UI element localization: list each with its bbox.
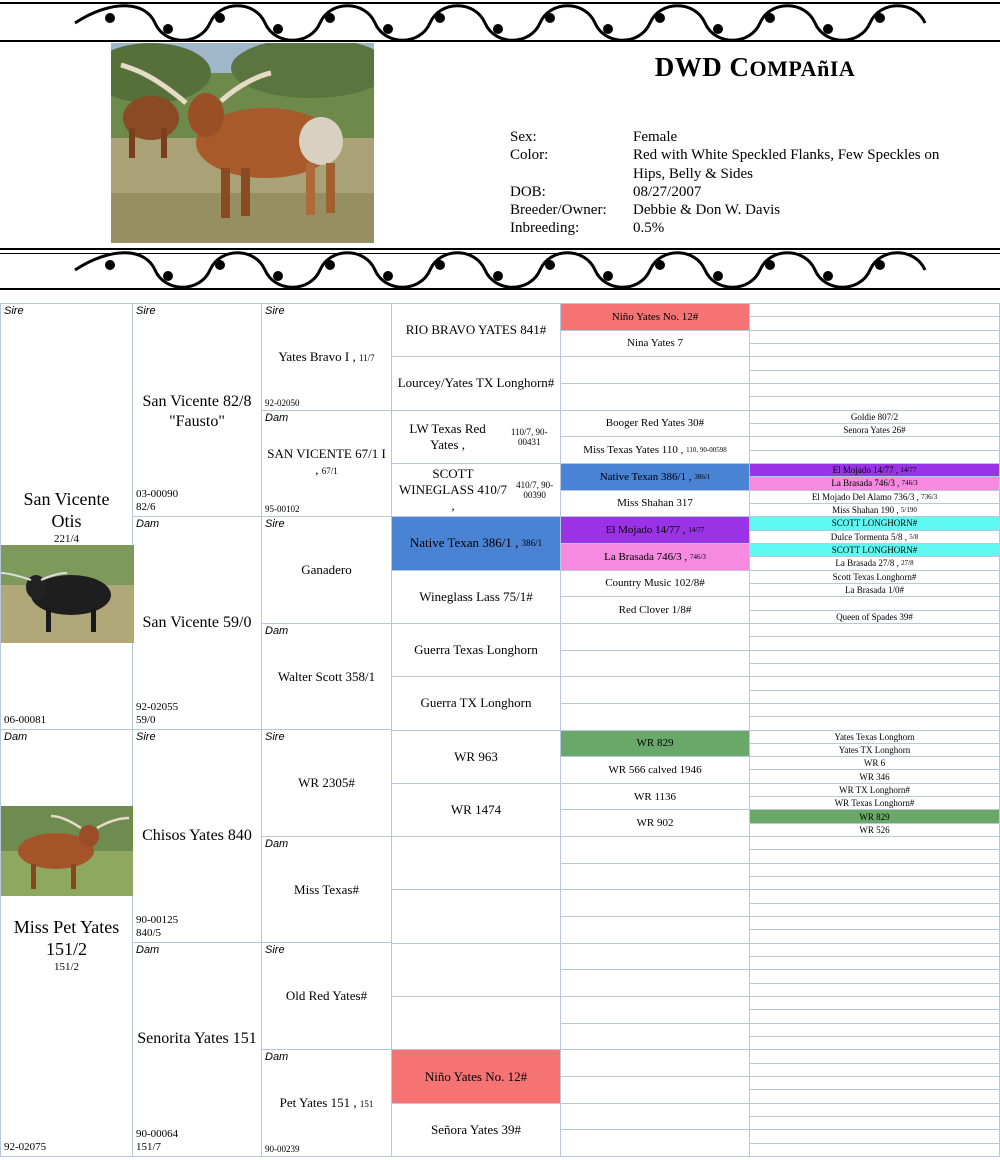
gen5-cell-1 [561, 331, 750, 358]
gen5-cell-22 [561, 890, 750, 917]
gen6-cell-15 [750, 504, 1000, 517]
gen6-cell-small: 746/3 [901, 479, 918, 488]
gen6-cell-12 [750, 464, 1000, 477]
gen6-cell-name: SCOTT LONGHORN# [831, 545, 918, 556]
gen6-cell-name: Yates Texas Longhorn [834, 731, 915, 742]
mid-rule [0, 248, 1000, 250]
gen6-cell-29 [750, 691, 1000, 704]
gen6-cell-14 [750, 491, 1000, 504]
gen6-cell-31 [750, 717, 1000, 730]
gen2-sire-dam: Dam San Vicente 59/0 92-02055 59/0 [133, 517, 262, 730]
gen5-cell-17 [561, 757, 750, 784]
gen5-cell-small: 386/1 [694, 472, 711, 481]
gen5-cell-2 [561, 357, 750, 384]
gen6-cell-41 [750, 850, 1000, 863]
gen2-sire-sire: Sire San Vicente 82/8 "Fausto" 03-00090 82/6 [133, 304, 262, 517]
gen4-cell-name: RIO BRAVO YATES 841# [405, 322, 547, 338]
gen5-cell-3 [561, 384, 750, 411]
gen4-cell-small: 110/7, 90-00431 [510, 426, 548, 447]
gen4-cell-15 [392, 1104, 561, 1157]
gen5-cell-4 [561, 411, 750, 438]
gen4-cell-1 [392, 357, 561, 410]
gen6-cell-20 [750, 571, 1000, 584]
gen6-cell-17 [750, 531, 1000, 544]
gen6-cell-19 [750, 557, 1000, 570]
dob-value: 08/27/2007 [633, 184, 702, 200]
gen6-cell-3 [750, 344, 1000, 357]
gen6-cell-28 [750, 677, 1000, 690]
gen6-cell-49 [750, 957, 1000, 970]
gen3-ssd: Dam SAN VICENTE 67/1 I , 67/1 95-00102 [262, 411, 392, 517]
gen6-cell-name: La Brasada 27/8 , [835, 558, 899, 569]
gen4-cell-9 [392, 784, 561, 837]
gen6-cell-37 [750, 797, 1000, 810]
gen6-cell-55 [750, 1037, 1000, 1050]
breeder-value: Debbie & Don W. Davis [633, 202, 781, 218]
gen6-cell-7 [750, 397, 1000, 410]
gen6-cell-name: WR 346 [859, 771, 890, 782]
gen4-cell-13 [392, 997, 561, 1050]
gen5-cell-name: Nina Yates 7 [627, 337, 683, 350]
gen6-cell-10 [750, 437, 1000, 450]
gen4-cell-name: LW Texas Red Yates , [409, 420, 486, 452]
gen5-cell-name: Country Music 102/8# [605, 577, 705, 590]
gen6-cell-46 [750, 917, 1000, 930]
inbreeding-label: Inbreeding: [510, 220, 580, 236]
gen4-cell-3 [392, 464, 561, 517]
gen6-cell-47 [750, 930, 1000, 943]
gen5-cell-24 [561, 944, 750, 971]
gen5-cell-8 [561, 517, 750, 544]
gen4-cell-5 [392, 571, 561, 624]
farm-title: DWD COMPAñIA [654, 52, 856, 82]
gen1-dam-name: Miss Pet Yates 151/2 [13, 917, 120, 959]
gen5-cell-small: 110, 90-00598 [686, 446, 727, 455]
gen6-cell-50 [750, 970, 1000, 983]
gen3-dsd: Dam Miss Texas# [262, 837, 392, 943]
gen5-cell-6 [561, 464, 750, 491]
gen5-cell-name: Booger Red Yates 30# [605, 417, 705, 430]
gen6-cell-name: Yates TX Longhorn [838, 744, 911, 755]
gen5-cell-26 [561, 997, 750, 1024]
gen5-cell-small: 746/3 [689, 552, 706, 561]
gen4-cell-name: Lourcey/Yates TX Longhorn# [397, 375, 555, 391]
gen4-cell-name: WR 1474 [450, 801, 502, 817]
gen6-cell-45 [750, 904, 1000, 917]
gen4-cell-small: 410/7, 90-00390 [516, 480, 554, 501]
gen6-cell-name: Goldie 807/2 [850, 411, 899, 422]
gen6-cell-43 [750, 877, 1000, 890]
gen4-cell-name: Native Texan 386/1 , [409, 535, 519, 551]
gen6-cell-2 [750, 331, 1000, 344]
gen5-cell-name: WR 829 [636, 737, 674, 750]
gen5-cell-14 [561, 677, 750, 704]
gen5-cell-name: La Brasada 746/3 , [604, 550, 688, 563]
gen6-cell-6 [750, 384, 1000, 397]
gen5-cell-11 [561, 597, 750, 624]
gen5-cell-name: Red Clover 1/8# [618, 604, 692, 617]
gen3-ddd: Dam Pet Yates 151 , 151 90-00239 [262, 1050, 392, 1157]
gen6-cell-small: 14/77 [900, 466, 917, 475]
gen5-cell-18 [561, 784, 750, 811]
gen5-cell-0 [561, 304, 750, 331]
gen4-cell-name: WR 963 [454, 748, 498, 764]
pedigree-chart [0, 303, 1000, 1157]
gen6-cell-name: WR Texas Longhorn# [834, 798, 915, 809]
scroll-ornament-bottom [70, 251, 930, 289]
gen6-cell-name: Miss Shahan 190 , [832, 505, 899, 516]
gen6-cell-40 [750, 837, 1000, 850]
color-label: Color: [510, 147, 549, 163]
gen5-cell-name: El Mojado 14/77 , [605, 524, 686, 537]
gen6-cell-name: WR 829 [859, 811, 890, 822]
gen6-cell-name: El Mojado 14/77 , [832, 465, 899, 476]
gen5-cell-5 [561, 437, 750, 464]
gen5-cell-name: Miss Shahan 317 [617, 497, 693, 510]
sex-value: Female [633, 129, 678, 145]
gen4-cell-14 [392, 1050, 561, 1103]
gen5-cell-small: 14/77 [688, 526, 705, 535]
gen6-cell-27 [750, 664, 1000, 677]
gen6-cell-name: Senora Yates 26# [843, 425, 906, 436]
gen5-cell-23 [561, 917, 750, 944]
gen5-cell-28 [561, 1050, 750, 1077]
gen4-cell-11 [392, 890, 561, 943]
inbreeding-value: 0.5% [633, 220, 665, 236]
gen3-sds: Sire Ganadero [262, 517, 392, 624]
gen6-cell-small: 27/8 [901, 559, 914, 568]
gen6-cell-26 [750, 651, 1000, 664]
gen6-cell-small: 5/8 [909, 532, 919, 541]
gen6-cell-62 [750, 1130, 1000, 1143]
sire-photo [1, 545, 134, 643]
gen6-cell-small: 5/190 [900, 506, 917, 515]
gen6-cell-name: Dulce Tormenta 5/8 , [830, 531, 907, 542]
gen5-cell-name: Miss Texas Yates 110 , [583, 444, 684, 457]
gen6-cell-63 [750, 1144, 1000, 1157]
gen6-cell-25 [750, 637, 1000, 650]
gen5-cell-20 [561, 837, 750, 864]
gen4-cell-8 [392, 731, 561, 784]
gen6-cell-33 [750, 744, 1000, 757]
gen5-cell-15 [561, 704, 750, 731]
gen6-cell-23 [750, 611, 1000, 624]
gen5-cell-13 [561, 651, 750, 678]
gen3-dss: Sire WR 2305# [262, 730, 392, 837]
gen5-cell-name: WR 1136 [633, 790, 677, 803]
gen1-sire-reg: 06-00081 [4, 714, 47, 726]
gen4-cell-name: Guerra Texas Longhorn [414, 642, 538, 658]
gen4-cell-small: 386/1 [521, 538, 543, 549]
gen2-dam-dam: Dam Senorita Yates 151 90-00064 151/7 [133, 943, 262, 1157]
gen6-cell-13 [750, 477, 1000, 490]
gen3-sdd: Dam Walter Scott 358/1 [262, 624, 392, 730]
gen6-cell-9 [750, 424, 1000, 437]
gen6-cell-4 [750, 357, 1000, 370]
gen1-dam: Dam Miss Pet Yates 151/2 151/2 92-02075 [1, 730, 133, 1157]
gen4-cell-4 [392, 517, 561, 570]
gen6-cell-name: La Brasada 746/3 , [831, 478, 900, 489]
gen6-cell-11 [750, 451, 1000, 464]
gen4-cell-name: Señora Yates 39# [431, 1121, 521, 1137]
gen4-cell-6 [392, 624, 561, 677]
gen5-cell-29 [561, 1077, 750, 1104]
gen6-cell-51 [750, 984, 1000, 997]
gen6-cell-32 [750, 731, 1000, 744]
gen6-cell-59 [750, 1090, 1000, 1103]
gen1-sire: Sire San Vicente Otis 221/4 06-00081 [1, 304, 133, 730]
breeder-label: Breeder/Owner: [510, 202, 607, 218]
gen6-cell-38 [750, 810, 1000, 823]
gen5-cell-25 [561, 970, 750, 997]
gen6-cell-36 [750, 784, 1000, 797]
gen6-cell-53 [750, 1010, 1000, 1023]
gen6-cell-54 [750, 1024, 1000, 1037]
gen5-cell-19 [561, 810, 750, 837]
gen6-cell-57 [750, 1064, 1000, 1077]
gen5-cell-27 [561, 1024, 750, 1051]
scroll-ornament-top [70, 4, 930, 42]
gen6-cell-39 [750, 824, 1000, 837]
gen4-cell-name: SCOTT WINEGLASS 410/7 , [398, 466, 507, 514]
gen1-sire-name: San Vicente Otis [23, 489, 110, 531]
gen4-cell-2 [392, 411, 561, 464]
gen5-cell-12 [561, 624, 750, 651]
sex-label: Sex: [510, 129, 537, 145]
gen6-cell-name: WR 6 [863, 758, 886, 769]
gen2-dam-sire: Sire Chisos Yates 840 90-00125 840/5 [133, 730, 262, 943]
gen4-cell-12 [392, 944, 561, 997]
gen6-cell-35 [750, 770, 1000, 783]
gen3-sss: Sire Yates Bravo I , 11/7 92-02050 [262, 304, 392, 411]
gen6-cell-42 [750, 864, 1000, 877]
gen6-cell-8 [750, 411, 1000, 424]
gen4-cell-name: Niño Yates No. 12# [424, 1068, 528, 1084]
gen6-cell-24 [750, 624, 1000, 637]
gen6-cell-61 [750, 1117, 1000, 1130]
gen6-cell-name: El Mojado Del Alamo 736/3 , [811, 491, 919, 502]
gen6-cell-name: La Brasada 1/0# [845, 585, 904, 596]
gen6-cell-18 [750, 544, 1000, 557]
gen6-cell-name: WR 526 [859, 824, 890, 835]
gen4-cell-name: Guerra TX Longhorn [420, 695, 532, 711]
gen5-cell-30 [561, 1104, 750, 1131]
gen6-cell-56 [750, 1050, 1000, 1063]
gen5-cell-21 [561, 864, 750, 891]
gen1-sire-num: 221/4 [53, 533, 80, 545]
gen6-cell-60 [750, 1104, 1000, 1117]
gen4-cell-7 [392, 677, 561, 730]
gen6-cell-name: Scott Texas Longhorn# [832, 571, 917, 582]
dam-photo [1, 806, 133, 896]
gen5-cell-name: WR 566 calved 1946 [608, 763, 702, 776]
gen6-cell-0 [750, 304, 1000, 317]
gen6-cell-16 [750, 517, 1000, 530]
gen5-cell-name: Native Texan 386/1 , [599, 470, 692, 483]
dob-label: DOB: [510, 184, 546, 200]
gen4-cell-name: Wineglass Lass 75/1# [419, 588, 533, 604]
gen6-cell-1 [750, 317, 1000, 330]
gen6-cell-30 [750, 704, 1000, 717]
gen1-dam-num: 151/2 [53, 961, 80, 973]
gen5-cell-name: WR 902 [636, 817, 674, 830]
cow-photo [111, 43, 374, 243]
gen3-dds: Sire Old Red Yates# [262, 943, 392, 1050]
gen6-cell-44 [750, 890, 1000, 903]
gen6-cell-name: SCOTT LONGHORN# [831, 518, 918, 529]
gen4-cell-0 [392, 304, 561, 357]
gen6-cell-name: WR TX Longhorn# [839, 784, 910, 795]
bottom-rule [0, 288, 1000, 290]
gen4-cell-10 [392, 837, 561, 890]
gen6-cell-22 [750, 597, 1000, 610]
gen1-dam-reg: 92-02075 [4, 1141, 47, 1153]
gen6-cell-48 [750, 944, 1000, 957]
top-rule-2 [0, 40, 1000, 42]
gen6-cell-5 [750, 371, 1000, 384]
gen6-cell-58 [750, 1077, 1000, 1090]
gen5-cell-10 [561, 571, 750, 598]
gen5-cell-9 [561, 544, 750, 571]
gen5-cell-31 [561, 1130, 750, 1157]
gen6-cell-34 [750, 757, 1000, 770]
gen6-cell-small: 736/3 [921, 492, 938, 501]
gen5-cell-16 [561, 731, 750, 758]
gen5-cell-name: Niño Yates No. 12# [611, 310, 699, 323]
gen5-cell-7 [561, 491, 750, 518]
gen6-cell-name: Queen of Spades 39# [836, 611, 913, 622]
gen6-cell-52 [750, 997, 1000, 1010]
color-value: Red with White Speckled Flanks, Few Speckles on Hips, Belly & Sides [633, 147, 940, 182]
gen6-cell-21 [750, 584, 1000, 597]
